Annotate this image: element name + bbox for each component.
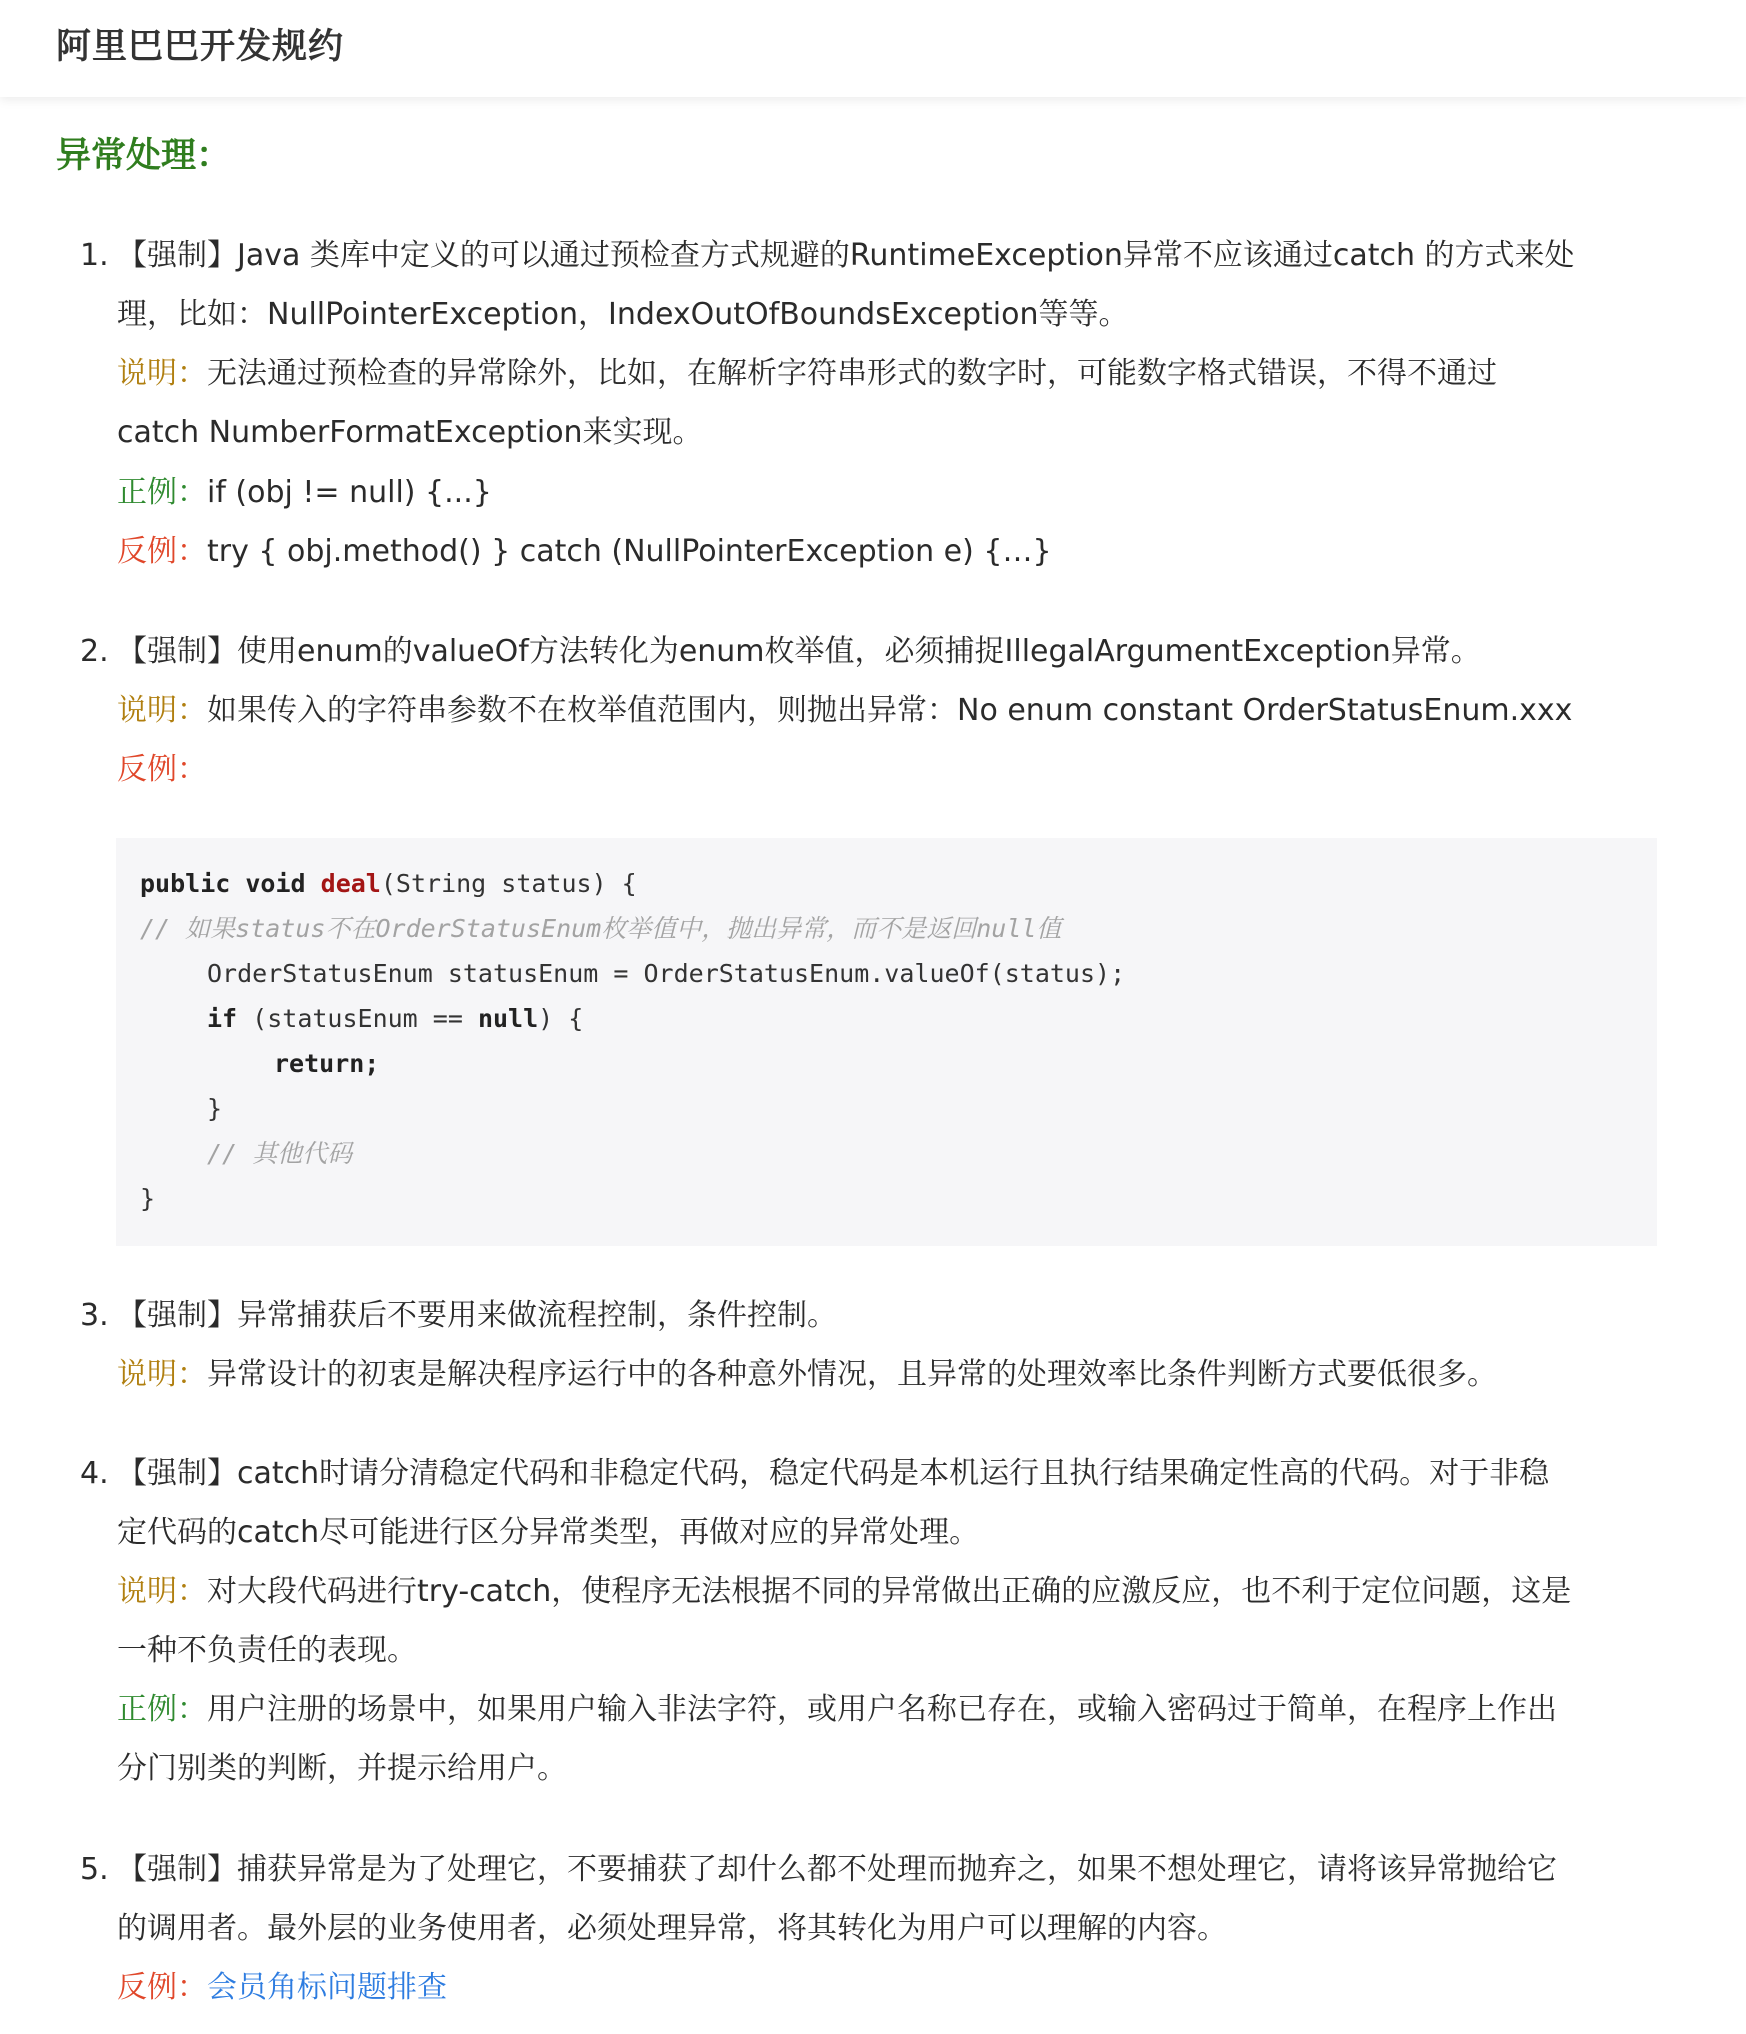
rule-number: 3. (80, 1298, 109, 1333)
code-text: (statusEnum == (237, 1004, 478, 1033)
code-line: return; (274, 1049, 380, 1078)
code-line (207, 1003, 583, 1035)
rule-text-line: 的调用者。最外层的业务使用者，必须处理异常，将其转化为用户可以理解的内容。 (117, 1911, 1227, 1946)
rule-number: 4. (80, 1456, 109, 1491)
note-line (117, 1572, 1571, 1612)
code-comment: // 其他代码 (207, 1139, 353, 1168)
positive-example (117, 473, 492, 513)
note-label: 说明： (117, 356, 207, 391)
rule-text-line: 【强制】异常捕获后不要用来做流程控制，条件控制。 (117, 1298, 837, 1333)
negative-example (117, 532, 1052, 572)
top-bar (0, 0, 1746, 97)
positive-text-continued: 分门别类的判断，并提示给用户。 (117, 1751, 567, 1786)
code-function-name: deal (320, 869, 381, 898)
code-text: (String status) { (380, 869, 637, 898)
positive-label: 正例： (117, 475, 207, 510)
code-line: } (140, 1184, 156, 1213)
code-keyword: public void (140, 869, 306, 898)
code-keyword: if (207, 1004, 238, 1033)
code-keyword: null (477, 1004, 539, 1033)
note-text: 如果传入的字符串参数不在枚举值范围内，则抛出异常：No enum constant OrderStatusEnum.xxx (207, 693, 1573, 728)
code-line: OrderStatusEnum statusEnum = OrderStatusEnum.valueOf(status); (207, 959, 1126, 988)
rule-number: 2. (80, 634, 109, 669)
negative-text: try { obj.method() } catch (NullPointerException e) {…} (207, 534, 1052, 569)
rule-number: 5. (80, 1852, 109, 1887)
code-block (116, 838, 1657, 1246)
note-text: 无法通过预检查的异常除外，比如，在解析字符串形式的数字时，可能数字格式错误，不得不通过 (207, 356, 1497, 391)
rule-text-line: 理，比如：NullPointerException，IndexOutOfBoundsException等等。 (117, 297, 1129, 332)
note-line (117, 691, 1572, 731)
rule-text-line: 【强制】Java 类库中定义的可以通过预检查方式规避的RuntimeException异常不应该通过catch 的方式来处 (117, 238, 1575, 273)
negative-label: 反例： (117, 1970, 207, 2005)
code-line: } (207, 1094, 223, 1123)
rule-text-line: 定代码的catch尽可能进行区分异常类型，再做对应的异常处理。 (117, 1515, 980, 1550)
positive-text: 用户注册的场景中，如果用户输入非法字符，或用户名称已存在，或输入密码过于简单，在程序上作出 (207, 1692, 1557, 1727)
note-text-continued: 一种不负责任的表现。 (117, 1633, 417, 1668)
negative-label: 反例： (117, 752, 207, 787)
note-text-continued: catch NumberFormatException来实现。 (117, 415, 703, 450)
note-label: 说明： (117, 1357, 207, 1392)
code-line (140, 868, 637, 900)
positive-example (117, 1690, 1557, 1730)
page-title: 阿里巴巴开发规约 (56, 27, 345, 67)
positive-text: if (obj != null) {...} (207, 475, 492, 510)
note-label: 说明： (117, 693, 207, 728)
rule-text-line: 【强制】使用enum的valueOf方法转化为enum枚举值，必须捕捉IllegalArgumentException异常。 (117, 634, 1481, 669)
note-label: 说明： (117, 1574, 207, 1609)
negative-example (117, 1968, 447, 2008)
note-line (117, 354, 1497, 394)
positive-label: 正例： (117, 1692, 207, 1727)
code-comment: // 如果status不在OrderStatusEnum枚举值中，抛出异常，而不是返回null值 (140, 914, 1062, 943)
note-line (117, 1355, 1497, 1395)
negative-example-link[interactable]: 会员角标问题排查 (207, 1970, 447, 2005)
section-title: 异常处理： (56, 136, 232, 176)
rule-number: 1. (80, 238, 109, 273)
rule-text-line: 【强制】捕获异常是为了处理它，不要捕获了却什么都不处理而抛弃之，如果不想处理它，请将该异常抛给它 (117, 1852, 1557, 1887)
code-text: ) { (538, 1004, 584, 1033)
note-text: 异常设计的初衷是解决程序运行中的各种意外情况，且异常的处理效率比条件判断方式要低很多。 (207, 1357, 1497, 1392)
negative-example (117, 750, 207, 790)
rule-text-line: 【强制】catch时请分清稳定代码和非稳定代码，稳定代码是本机运行且执行结果确定性高的代码。对于非稳 (117, 1456, 1550, 1491)
note-text: 对大段代码进行try-catch，使程序无法根据不同的异常做出正确的应激反应，也不利于定位问题，这是 (207, 1574, 1572, 1609)
negative-label: 反例： (117, 534, 207, 569)
